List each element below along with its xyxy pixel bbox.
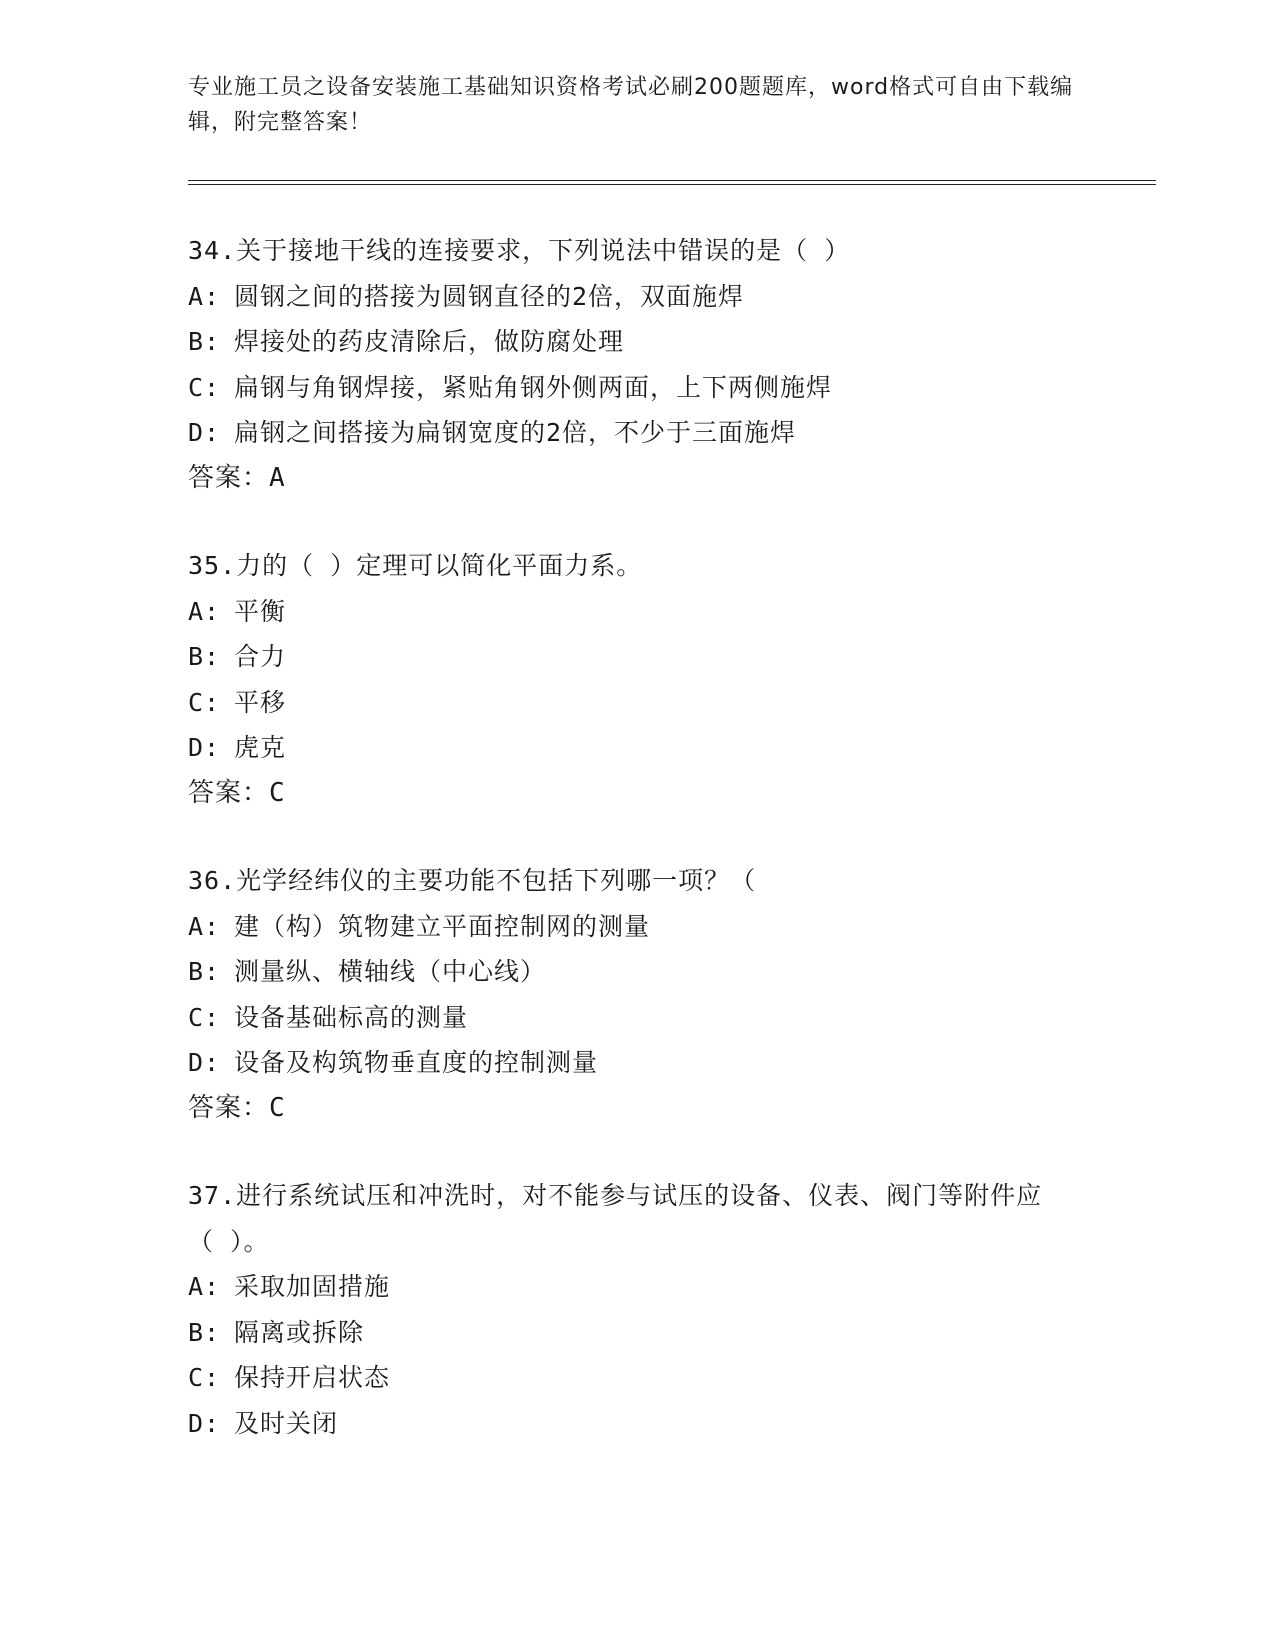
- option-letter: B:: [188, 642, 221, 672]
- option-c: [188, 680, 1088, 726]
- option-text: 设备基础标高的测量: [234, 1002, 469, 1032]
- option-text: 圆钢之间的搭接为圆钢直径的2倍，双面施焊: [234, 281, 745, 311]
- question-stem: 35.力的（ ）定理可以简化平面力系。: [188, 551, 643, 580]
- answer-value: C: [269, 777, 286, 808]
- option-letter: A:: [188, 911, 221, 941]
- option-a: [188, 589, 1088, 635]
- option-letter: B:: [188, 957, 221, 987]
- option-text: 扁钢之间搭接为扁钢宽度的2倍，不少于三面施焊: [234, 418, 797, 448]
- option-letter: C:: [188, 1363, 221, 1393]
- option-letter: A:: [188, 1272, 221, 1302]
- document-intro: 专业施工员之设备安装施工基础知识资格考试必刷200题题库，word格式可自由下载编辑，附完整答案！: [188, 75, 1074, 135]
- question-block-37: [188, 1173, 1088, 1447]
- option-letter: C:: [188, 1002, 221, 1032]
- option-letter: B:: [188, 327, 221, 357]
- option-text: 隔离或拆除: [234, 1317, 365, 1347]
- option-text: 采取加固措施: [234, 1272, 391, 1302]
- option-b: [188, 949, 1088, 995]
- question-stem: 37.进行系统试压和冲洗时，对不能参与试压的设备、仪表、阀门等附件应（ ）。: [188, 1181, 1043, 1256]
- option-a: [188, 904, 1088, 950]
- option-text: 虎克: [234, 733, 287, 763]
- option-d: [188, 410, 1088, 456]
- option-letter: A:: [188, 596, 221, 626]
- answer-line: [188, 771, 1088, 817]
- option-text: 测量纵、横轴线（中心线）: [234, 957, 547, 987]
- option-letter: C:: [188, 687, 221, 717]
- question-stem: 34.关于接地干线的连接要求，下列说法中错误的是（ ）: [188, 236, 851, 265]
- option-c: [188, 1355, 1088, 1401]
- question-block-36: [188, 858, 1088, 1132]
- option-letter: B:: [188, 1317, 221, 1347]
- option-letter: D:: [188, 418, 221, 448]
- option-d: [188, 725, 1088, 771]
- answer-label: 答案：: [188, 462, 270, 493]
- question-block-34: [188, 228, 1088, 502]
- option-b: [188, 319, 1088, 365]
- option-text: 扁钢与角钢焊接，紧贴角钢外侧两面，上下两侧施焊: [234, 372, 833, 402]
- header-divider-bottom: [188, 184, 1156, 185]
- option-text: 合力: [234, 642, 287, 672]
- answer-label: 答案：: [188, 777, 270, 808]
- option-text: 平衡: [234, 596, 287, 626]
- answer-line: [188, 456, 1088, 502]
- answer-label: 答案：: [188, 1092, 270, 1123]
- option-c: [188, 995, 1088, 1041]
- answer-line: [188, 1086, 1088, 1132]
- option-b: [188, 634, 1088, 680]
- header-divider-top: [188, 180, 1156, 181]
- option-text: 焊接处的药皮清除后，做防腐处理: [234, 327, 625, 357]
- option-d: [188, 1401, 1088, 1447]
- option-a: [188, 274, 1088, 320]
- option-text: 平移: [234, 687, 287, 717]
- option-letter: D:: [188, 733, 221, 763]
- question-block-35: [188, 543, 1088, 817]
- option-letter: A:: [188, 281, 221, 311]
- option-text: 建（构）筑物建立平面控制网的测量: [234, 911, 651, 941]
- option-a: [188, 1264, 1088, 1310]
- question-stem: 36.光学经纬仪的主要功能不包括下列哪一项？（: [188, 866, 757, 895]
- answer-value: C: [269, 1092, 286, 1123]
- option-c: [188, 365, 1088, 411]
- option-text: 及时关闭: [234, 1408, 339, 1438]
- option-b: [188, 1310, 1088, 1356]
- option-d: [188, 1040, 1088, 1086]
- option-letter: C:: [188, 372, 221, 402]
- option-text: 保持开启状态: [234, 1363, 391, 1393]
- option-letter: D:: [188, 1048, 221, 1078]
- answer-value: A: [269, 462, 286, 493]
- option-letter: D:: [188, 1408, 221, 1438]
- option-text: 设备及构筑物垂直度的控制测量: [234, 1048, 599, 1078]
